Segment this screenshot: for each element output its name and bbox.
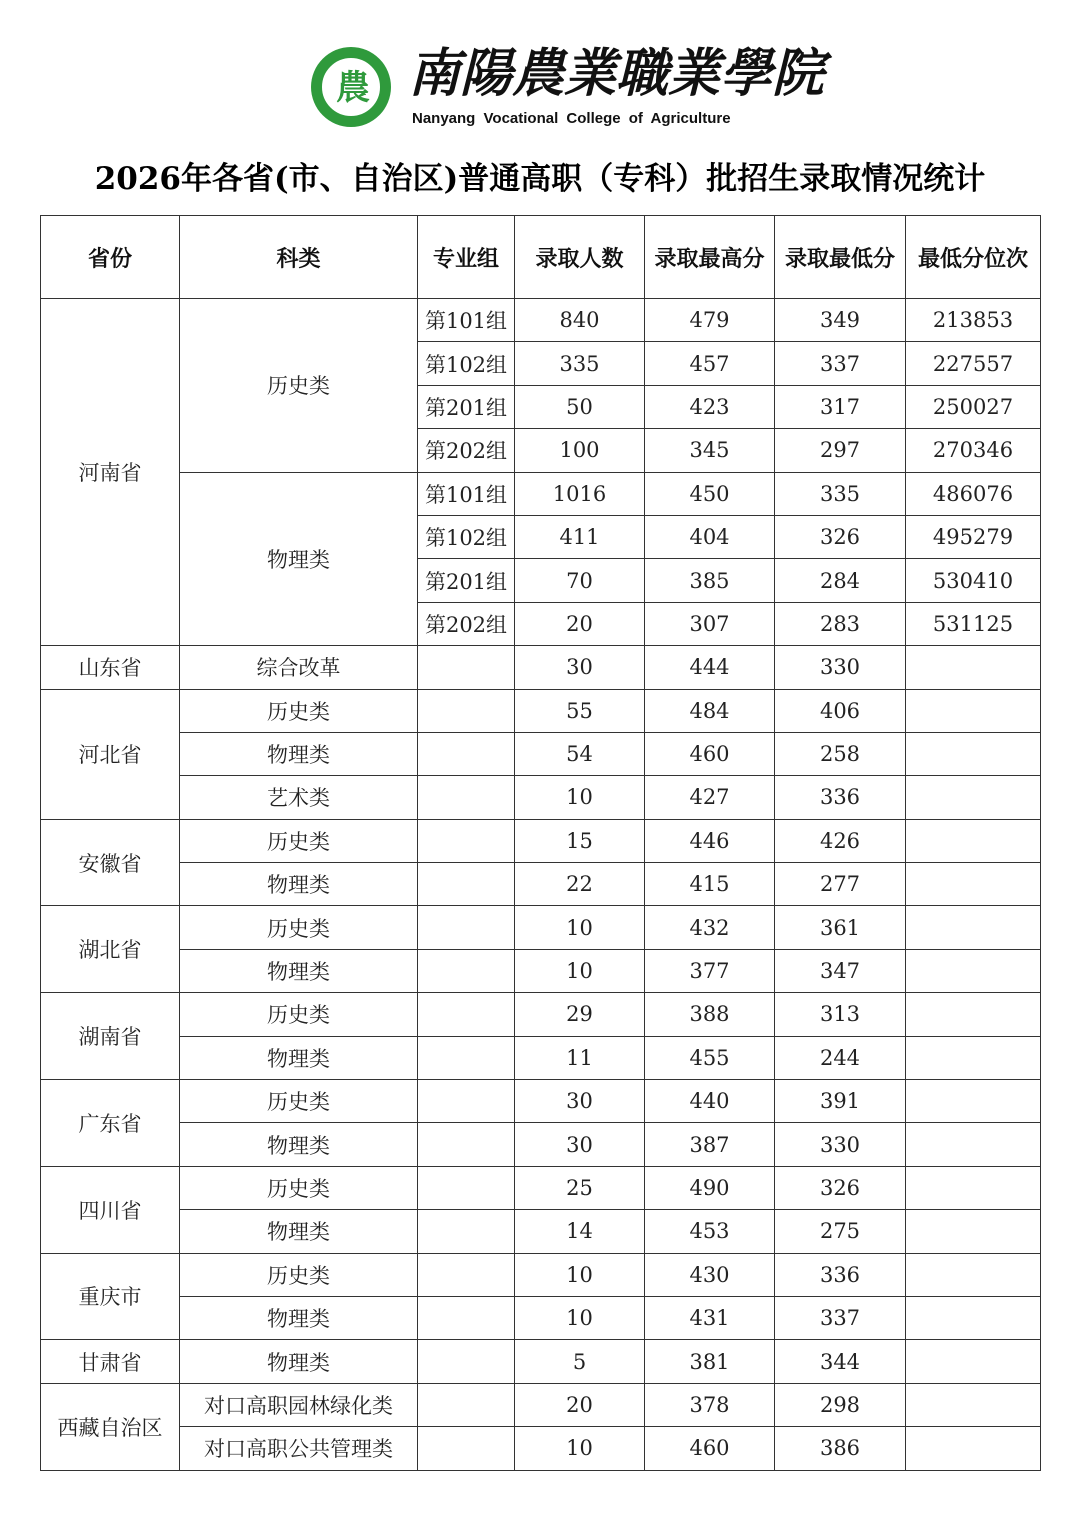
major-group-cell — [418, 863, 515, 906]
min-rank-cell — [906, 1080, 1041, 1123]
province-cell: 甘肃省 — [41, 1340, 180, 1383]
table-row — [41, 472, 1041, 515]
min-score-cell: 337 — [775, 342, 906, 385]
min-score-cell: 326 — [775, 515, 906, 558]
table-row — [41, 299, 1041, 342]
min-rank-cell — [906, 1123, 1041, 1166]
major-group-cell: 第102组 — [418, 342, 515, 385]
admitted-cell: 29 — [515, 993, 645, 1036]
province-cell: 河南省 — [41, 299, 180, 646]
major-group-cell — [418, 1383, 515, 1426]
major-group-cell — [418, 646, 515, 689]
admitted-cell: 54 — [515, 732, 645, 775]
table-header-row — [41, 216, 1041, 299]
min-score-cell: 313 — [775, 993, 906, 1036]
admitted-cell: 14 — [515, 1210, 645, 1253]
min-score-cell: 361 — [775, 906, 906, 949]
college-name-english: Nanyang Vocational College of Agriculture — [412, 110, 731, 127]
min-rank-cell — [906, 1036, 1041, 1079]
category-cell: 历史类 — [180, 993, 418, 1036]
major-group-cell — [418, 993, 515, 1036]
max-score-cell: 455 — [645, 1036, 775, 1079]
category-cell: 物理类 — [180, 732, 418, 775]
major-group-cell: 第101组 — [418, 299, 515, 342]
admitted-cell: 11 — [515, 1036, 645, 1079]
max-score-cell: 484 — [645, 689, 775, 732]
min-score-cell: 426 — [775, 819, 906, 862]
category-cell: 对口高职公共管理类 — [180, 1427, 418, 1470]
max-score-cell: 430 — [645, 1253, 775, 1296]
table-row — [41, 1123, 1041, 1166]
category-cell: 物理类 — [180, 1296, 418, 1339]
admitted-cell: 10 — [515, 949, 645, 992]
max-score-cell: 307 — [645, 602, 775, 645]
max-score-cell: 450 — [645, 472, 775, 515]
admitted-cell: 100 — [515, 429, 645, 472]
max-score-cell: 415 — [645, 863, 775, 906]
category-cell: 物理类 — [180, 1123, 418, 1166]
admitted-cell: 30 — [515, 1080, 645, 1123]
min-rank-cell — [906, 863, 1041, 906]
table-row — [41, 1253, 1041, 1296]
major-group-cell: 第202组 — [418, 602, 515, 645]
admitted-cell: 411 — [515, 515, 645, 558]
max-score-cell: 457 — [645, 342, 775, 385]
province-cell: 四川省 — [41, 1166, 180, 1253]
min-score-cell: 297 — [775, 429, 906, 472]
min-score-cell: 283 — [775, 602, 906, 645]
max-score-cell: 479 — [645, 299, 775, 342]
category-cell: 对口高职园林绿化类 — [180, 1383, 418, 1426]
min-score-cell: 244 — [775, 1036, 906, 1079]
major-group-cell: 第101组 — [418, 472, 515, 515]
admitted-cell: 30 — [515, 646, 645, 689]
min-score-cell: 349 — [775, 299, 906, 342]
province-cell: 重庆市 — [41, 1253, 180, 1340]
admitted-cell: 20 — [515, 1383, 645, 1426]
min-rank-cell — [906, 819, 1041, 862]
min-rank-cell — [906, 1427, 1041, 1470]
category-cell: 综合改革 — [180, 646, 418, 689]
college-name-chinese: 南陽農業職業學院 — [408, 43, 825, 104]
header-admitted-count: 录取人数 — [515, 216, 645, 299]
max-score-cell: 453 — [645, 1210, 775, 1253]
min-rank-cell — [906, 906, 1041, 949]
major-group-cell — [418, 1166, 515, 1209]
table-row — [41, 1296, 1041, 1339]
max-score-cell: 377 — [645, 949, 775, 992]
min-rank-cell: 270346 — [906, 429, 1041, 472]
major-group-cell: 第201组 — [418, 385, 515, 428]
min-score-cell: 330 — [775, 646, 906, 689]
min-rank-cell — [906, 1210, 1041, 1253]
min-score-cell: 344 — [775, 1340, 906, 1383]
major-group-cell: 第202组 — [418, 429, 515, 472]
max-score-cell: 345 — [645, 429, 775, 472]
max-score-cell: 381 — [645, 1340, 775, 1383]
province-cell: 安徽省 — [41, 819, 180, 906]
admitted-cell: 5 — [515, 1340, 645, 1383]
min-score-cell: 337 — [775, 1296, 906, 1339]
min-score-cell: 275 — [775, 1210, 906, 1253]
max-score-cell: 444 — [645, 646, 775, 689]
table-row — [41, 732, 1041, 775]
table-row — [41, 1210, 1041, 1253]
admitted-cell: 10 — [515, 1427, 645, 1470]
major-group-cell — [418, 1123, 515, 1166]
min-score-cell: 277 — [775, 863, 906, 906]
header-min-score: 录取最低分 — [775, 216, 906, 299]
max-score-cell: 490 — [645, 1166, 775, 1209]
admitted-cell: 10 — [515, 906, 645, 949]
max-score-cell: 378 — [645, 1383, 775, 1426]
college-logo — [311, 47, 391, 127]
admitted-cell: 70 — [515, 559, 645, 602]
admitted-cell: 10 — [515, 776, 645, 819]
max-score-cell: 432 — [645, 906, 775, 949]
admitted-cell: 1016 — [515, 472, 645, 515]
max-score-cell: 446 — [645, 819, 775, 862]
min-score-cell: 335 — [775, 472, 906, 515]
major-group-cell — [418, 1340, 515, 1383]
min-rank-cell — [906, 689, 1041, 732]
table-row — [41, 906, 1041, 949]
major-group-cell — [418, 1253, 515, 1296]
major-group-cell — [418, 949, 515, 992]
category-cell: 物理类 — [180, 1340, 418, 1383]
min-rank-cell: 495279 — [906, 515, 1041, 558]
page-header — [0, 0, 1080, 150]
max-score-cell: 404 — [645, 515, 775, 558]
logo-seal-icon — [320, 56, 382, 118]
category-cell: 物理类 — [180, 1210, 418, 1253]
min-score-cell: 317 — [775, 385, 906, 428]
major-group-cell: 第102组 — [418, 515, 515, 558]
category-cell: 历史类 — [180, 689, 418, 732]
category-cell: 历史类 — [180, 1166, 418, 1209]
logo-character: 農 — [336, 68, 370, 108]
category-cell: 艺术类 — [180, 776, 418, 819]
min-rank-cell — [906, 993, 1041, 1036]
min-score-cell: 347 — [775, 949, 906, 992]
max-score-cell: 427 — [645, 776, 775, 819]
min-score-cell: 326 — [775, 1166, 906, 1209]
major-group-cell — [418, 1036, 515, 1079]
header-category: 科类 — [180, 216, 418, 299]
max-score-cell: 387 — [645, 1123, 775, 1166]
major-group-cell — [418, 1296, 515, 1339]
category-cell: 历史类 — [180, 299, 418, 473]
min-rank-cell: 486076 — [906, 472, 1041, 515]
table-row — [41, 949, 1041, 992]
document-title: 2026年各省(市、自治区)普通高职（专科）批招生录取情况统计 — [94, 161, 986, 197]
min-rank-cell — [906, 1296, 1041, 1339]
min-score-cell: 330 — [775, 1123, 906, 1166]
admitted-cell: 50 — [515, 385, 645, 428]
table-row — [41, 1080, 1041, 1123]
min-score-cell: 336 — [775, 1253, 906, 1296]
min-rank-cell — [906, 949, 1041, 992]
max-score-cell: 431 — [645, 1296, 775, 1339]
admitted-cell: 840 — [515, 299, 645, 342]
major-group-cell — [418, 776, 515, 819]
min-score-cell: 284 — [775, 559, 906, 602]
category-cell: 历史类 — [180, 1080, 418, 1123]
province-cell: 西藏自治区 — [41, 1383, 180, 1470]
admitted-cell: 22 — [515, 863, 645, 906]
table-row — [41, 1383, 1041, 1426]
category-cell: 物理类 — [180, 472, 418, 646]
table-row — [41, 689, 1041, 732]
category-cell: 物理类 — [180, 863, 418, 906]
category-cell: 物理类 — [180, 949, 418, 992]
table-row — [41, 646, 1041, 689]
header-province: 省份 — [41, 216, 180, 299]
min-rank-cell — [906, 1340, 1041, 1383]
category-cell: 历史类 — [180, 906, 418, 949]
table-row — [41, 863, 1041, 906]
min-rank-cell — [906, 1383, 1041, 1426]
table-row — [41, 993, 1041, 1036]
major-group-cell — [418, 689, 515, 732]
header-max-score: 录取最高分 — [645, 216, 775, 299]
table-row — [41, 1427, 1041, 1470]
min-score-cell: 406 — [775, 689, 906, 732]
min-rank-cell — [906, 732, 1041, 775]
table-row — [41, 1340, 1041, 1383]
min-rank-cell: 227557 — [906, 342, 1041, 385]
max-score-cell: 440 — [645, 1080, 775, 1123]
major-group-cell — [418, 1080, 515, 1123]
admission-table — [40, 215, 1041, 1471]
min-score-cell: 391 — [775, 1080, 906, 1123]
admitted-cell: 25 — [515, 1166, 645, 1209]
max-score-cell: 460 — [645, 732, 775, 775]
max-score-cell: 460 — [645, 1427, 775, 1470]
min-score-cell: 258 — [775, 732, 906, 775]
table-row — [41, 1036, 1041, 1079]
header-min-rank: 最低分位次 — [906, 216, 1041, 299]
province-cell: 湖北省 — [41, 906, 180, 993]
min-rank-cell — [906, 776, 1041, 819]
min-rank-cell: 531125 — [906, 602, 1041, 645]
category-cell: 历史类 — [180, 1253, 418, 1296]
province-cell: 河北省 — [41, 689, 180, 819]
header-major-group: 专业组 — [418, 216, 515, 299]
major-group-cell — [418, 1210, 515, 1253]
admitted-cell: 10 — [515, 1296, 645, 1339]
min-rank-cell — [906, 646, 1041, 689]
table-row — [41, 776, 1041, 819]
min-rank-cell: 250027 — [906, 385, 1041, 428]
major-group-cell — [418, 732, 515, 775]
admitted-cell: 335 — [515, 342, 645, 385]
category-cell: 物理类 — [180, 1036, 418, 1079]
max-score-cell: 423 — [645, 385, 775, 428]
admitted-cell: 20 — [515, 602, 645, 645]
min-rank-cell: 213853 — [906, 299, 1041, 342]
admitted-cell: 15 — [515, 819, 645, 862]
category-cell: 历史类 — [180, 819, 418, 862]
min-rank-cell: 530410 — [906, 559, 1041, 602]
table-row — [41, 819, 1041, 862]
max-score-cell: 388 — [645, 993, 775, 1036]
province-cell: 湖南省 — [41, 993, 180, 1080]
min-score-cell: 336 — [775, 776, 906, 819]
major-group-cell: 第201组 — [418, 559, 515, 602]
province-cell: 广东省 — [41, 1080, 180, 1167]
admitted-cell: 30 — [515, 1123, 645, 1166]
admitted-cell: 10 — [515, 1253, 645, 1296]
major-group-cell — [418, 1427, 515, 1470]
min-rank-cell — [906, 1253, 1041, 1296]
table-row — [41, 1166, 1041, 1209]
min-rank-cell — [906, 1166, 1041, 1209]
major-group-cell — [418, 906, 515, 949]
province-cell: 山东省 — [41, 646, 180, 689]
admitted-cell: 55 — [515, 689, 645, 732]
min-score-cell: 386 — [775, 1427, 906, 1470]
major-group-cell — [418, 819, 515, 862]
max-score-cell: 385 — [645, 559, 775, 602]
min-score-cell: 298 — [775, 1383, 906, 1426]
